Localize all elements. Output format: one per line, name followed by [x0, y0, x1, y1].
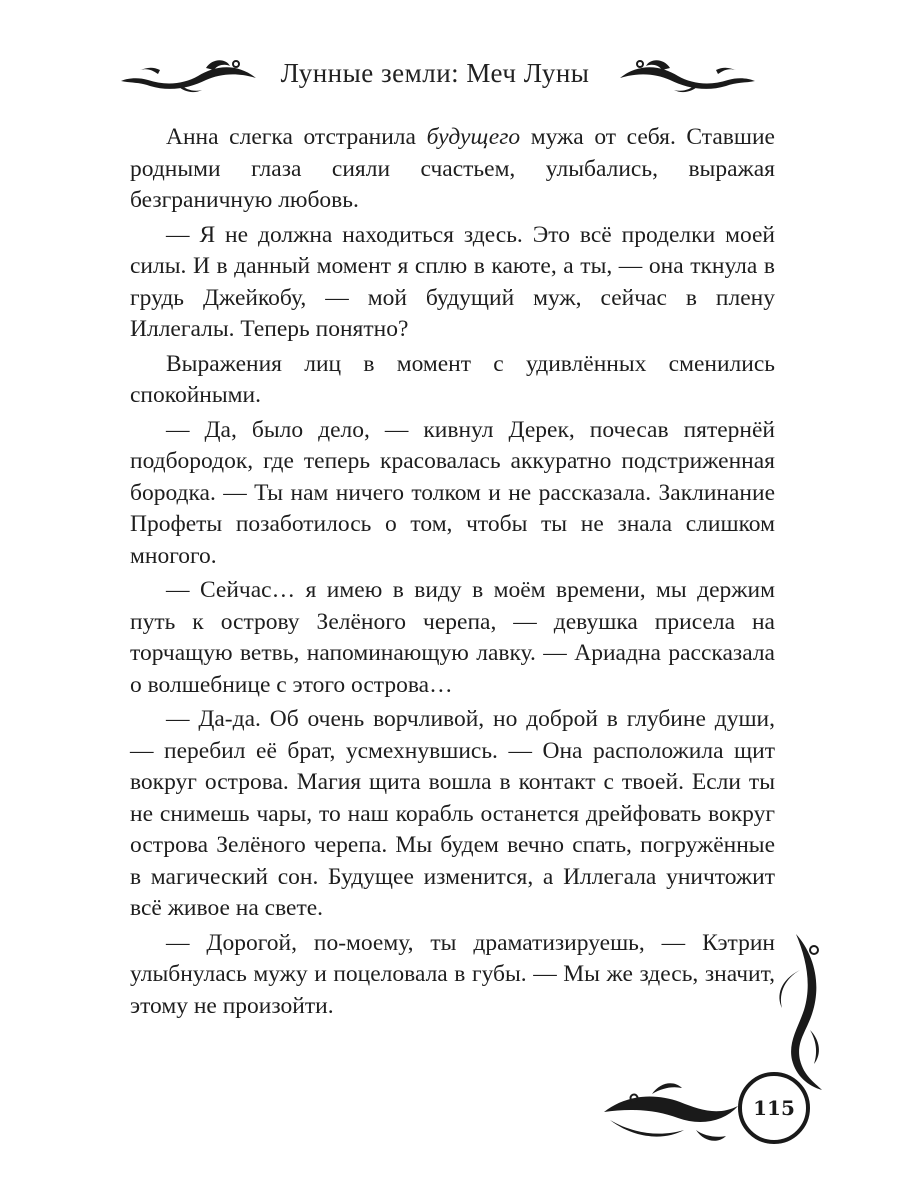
paragraph: Анна слегка отстранила будущего мужа от себя. Ставшие родными глаза сияли счастьем, улыбались, выражая безграничную любовь.	[130, 124, 775, 213]
flourish-left-icon	[118, 56, 258, 96]
page-number: 115	[738, 1072, 810, 1144]
emphasis: будущего	[426, 124, 521, 150]
paragraph: — Сейчас… я имею в виду в моём времени, мы держим путь к острову Зелёного черепа, — девушка присела на торчащую ветвь, напоминающую лавку. — Ариадна рассказала о волшебнице с этого острова…	[130, 577, 775, 698]
flourish-right-icon	[618, 56, 758, 96]
book-title: Лунные земли: Меч Луны	[280, 58, 590, 88]
body-text	[130, 122, 775, 1022]
paragraph: — Да, было дело, — кивнул Дерек, почесав пятернёй подбородок, где теперь красовалась аккуратно подстриженная бородка. — Ты нам ничего толком и не рассказала. Заклинание Профеты позаботилось о том, чтобы ты не знала слишком многого.	[130, 416, 775, 569]
paragraph: — Дорогой, по-моему, ты драматизируешь, — Кэтрин улыбнулась мужу и поцеловала в губы. — Мы же здесь, значит, этому не произойти.	[130, 929, 775, 1019]
paragraph: — Да-да. Об очень ворчливой, но доброй в глубине души, — перебил её брат, усмехнувшись. — Она расположила щит вокруг острова. Магия щита вошла в контакт с твоей. Если ты не снимешь чары, то наш корабль останется дрейфовать вокруг острова Зелёного черепа. Мы будем вечно спать, погружённые в магический сон. Будущее изменится, а Иллегала уничтожит всё живое на свете.	[130, 706, 775, 921]
paragraph: Выражения лиц в момент с удивлённых сменились спокойными.	[130, 350, 775, 408]
paragraph: — Я не должна находиться здесь. Это всё проделки моей силы. И в данный момент я сплю в каюте, а ты, — она ткнула в грудь Джейкобу, — мой будущий муж, сейчас в плену Иллегалы. Теперь понятно?	[130, 221, 775, 342]
running-header	[0, 46, 900, 106]
